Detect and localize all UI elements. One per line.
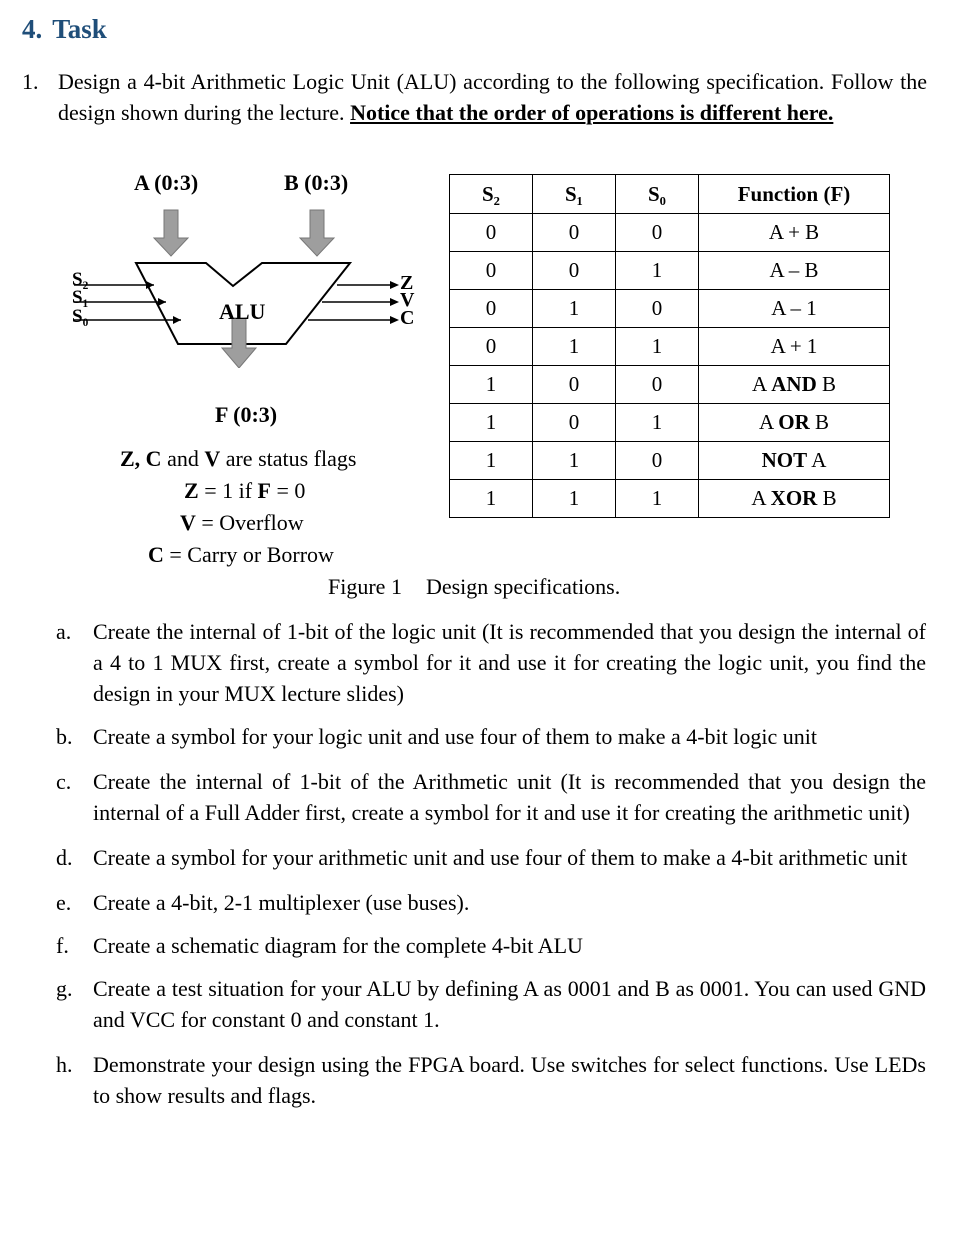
input-a-arrow bbox=[154, 210, 188, 256]
cell-s0: 0 bbox=[616, 442, 699, 480]
cell-s0: 1 bbox=[616, 404, 699, 442]
flag-z-label: Z bbox=[400, 272, 414, 294]
list-item bbox=[56, 616, 926, 709]
flag-c-label: C bbox=[400, 307, 415, 329]
cell-s1: 1 bbox=[533, 442, 616, 480]
cell-s2: 0 bbox=[450, 214, 533, 252]
cell-s2: 0 bbox=[450, 252, 533, 290]
flags-note: Z, C and V are status flags bbox=[120, 446, 357, 471]
alu-diagram bbox=[60, 168, 440, 588]
table-row bbox=[450, 328, 890, 366]
section-heading bbox=[22, 14, 117, 45]
list-item-text: Create a test situation for your ALU by defining A as 0001 and B as 0001. You can used GND and VCC for constant 0 and constant 1. bbox=[93, 976, 926, 1032]
cell-function: A – 1 bbox=[699, 290, 890, 328]
task-intro-body: Design a 4-bit Arithmetic Logic Unit (ALU) according to the following specification. Follow the design shown during the lecture. bbox=[58, 69, 927, 125]
list-item bbox=[56, 973, 926, 1035]
list-item-marker: d. bbox=[56, 845, 73, 870]
cell-s0: 1 bbox=[616, 328, 699, 366]
cell-function: NOT A bbox=[699, 442, 890, 480]
cell-s2: 0 bbox=[450, 290, 533, 328]
cell-s2: 0 bbox=[450, 328, 533, 366]
cell-s0: 0 bbox=[616, 366, 699, 404]
list-item-marker: g. bbox=[56, 976, 73, 1001]
header-function: Function (F) bbox=[699, 175, 890, 214]
list-item-marker: h. bbox=[56, 1052, 73, 1077]
c-definition: C = Carry or Borrow bbox=[148, 542, 334, 567]
list-item-text: Create the internal of 1-bit of the Arithmetic unit (It is recommended that you design the internal of a Full Adder first, create a symbol for it and use it for creating the arithmetic unit) bbox=[93, 769, 926, 825]
cell-s2: 1 bbox=[450, 480, 533, 518]
table-row bbox=[450, 404, 890, 442]
s0-label: S₀ bbox=[72, 306, 89, 327]
cell-s2: 1 bbox=[450, 404, 533, 442]
flag-v-label: V bbox=[400, 289, 415, 311]
table-row bbox=[450, 442, 890, 480]
cell-s1: 0 bbox=[533, 366, 616, 404]
list-item-text: Create a symbol for your arithmetic unit and use four of them to make a 4-bit arithmetic unit bbox=[93, 845, 908, 870]
figure-text: Design specifications. bbox=[425, 574, 621, 599]
list-item-marker: f. bbox=[56, 933, 69, 958]
header-s1: S₁ bbox=[533, 175, 616, 214]
cell-s1: 0 bbox=[533, 252, 616, 290]
output-f-label: F (0:3) bbox=[215, 402, 278, 427]
alu-schematic bbox=[60, 168, 440, 368]
table-body bbox=[450, 214, 890, 518]
cell-function: A – B bbox=[699, 252, 890, 290]
cell-function: A + B bbox=[699, 214, 890, 252]
header-s2: S₂ bbox=[450, 175, 533, 214]
table-row bbox=[450, 252, 890, 290]
input-a-label: A (0:3) bbox=[134, 170, 199, 195]
cell-s0: 0 bbox=[616, 290, 699, 328]
cell-s1: 1 bbox=[533, 480, 616, 518]
cell-function: A AND B bbox=[699, 366, 890, 404]
section-title: Task bbox=[52, 14, 107, 44]
table-row bbox=[450, 214, 890, 252]
list-item bbox=[56, 887, 926, 918]
table-header-row bbox=[450, 175, 890, 214]
list-item-marker: b. bbox=[56, 724, 73, 749]
cell-function: A XOR B bbox=[699, 480, 890, 518]
alu-label: ALU bbox=[219, 299, 266, 324]
list-item bbox=[56, 1049, 926, 1111]
list-item-marker: a. bbox=[56, 619, 72, 644]
task-list bbox=[56, 616, 926, 1111]
list-item-text: Demonstrate your design using the FPGA board. Use switches for select functions. Use LEDs to show results and flags. bbox=[93, 1052, 926, 1108]
task-notice: Notice that the order of operations is different here. bbox=[350, 100, 834, 125]
list-item bbox=[56, 930, 926, 961]
list-item bbox=[56, 842, 926, 873]
function-table bbox=[449, 174, 890, 518]
header-s0: S₀ bbox=[616, 175, 699, 214]
list-item bbox=[56, 721, 926, 752]
table-row bbox=[450, 480, 890, 518]
task-intro-text bbox=[58, 66, 927, 128]
cell-s1: 0 bbox=[533, 404, 616, 442]
table-row bbox=[450, 366, 890, 404]
list-item-text: Create a symbol for your logic unit and use four of them to make a 4-bit logic unit bbox=[93, 724, 817, 749]
table-row bbox=[450, 290, 890, 328]
cell-s0: 1 bbox=[616, 252, 699, 290]
figure-label: Figure 1 bbox=[328, 574, 402, 599]
cell-s2: 1 bbox=[450, 442, 533, 480]
input-b-label: B (0:3) bbox=[284, 170, 349, 195]
cell-s0: 0 bbox=[616, 214, 699, 252]
cell-s1: 1 bbox=[533, 328, 616, 366]
task-number: 1. bbox=[22, 69, 39, 94]
task-intro bbox=[22, 66, 927, 128]
list-item-text: Create a 4-bit, 2-1 multiplexer (use buses). bbox=[93, 890, 470, 915]
s1-label: S₁ bbox=[72, 287, 89, 308]
cell-s1: 1 bbox=[533, 290, 616, 328]
list-item-text: Create a schematic diagram for the complete 4-bit ALU bbox=[93, 933, 583, 958]
input-b-arrow bbox=[300, 210, 334, 256]
s2-label: S₂ bbox=[72, 269, 89, 290]
cell-function: A + 1 bbox=[699, 328, 890, 366]
v-definition: V = Overflow bbox=[180, 510, 304, 535]
cell-s0: 1 bbox=[616, 480, 699, 518]
z-definition: Z = 1 if F = 0 bbox=[184, 478, 306, 503]
cell-s1: 0 bbox=[533, 214, 616, 252]
cell-s2: 1 bbox=[450, 366, 533, 404]
figure-caption bbox=[328, 574, 620, 600]
list-item-text: Create the internal of 1-bit of the logic unit (It is recommended that you design the internal of a 4 to 1 MUX first, create a symbol for it and use it for creating the logic unit, you find the design in your MUX lecture slides) bbox=[93, 619, 926, 706]
section-number: 4. bbox=[22, 14, 43, 44]
cell-function: A OR B bbox=[699, 404, 890, 442]
list-item-marker: c. bbox=[56, 769, 72, 794]
list-item-marker: e. bbox=[56, 890, 72, 915]
list-item bbox=[56, 766, 926, 828]
